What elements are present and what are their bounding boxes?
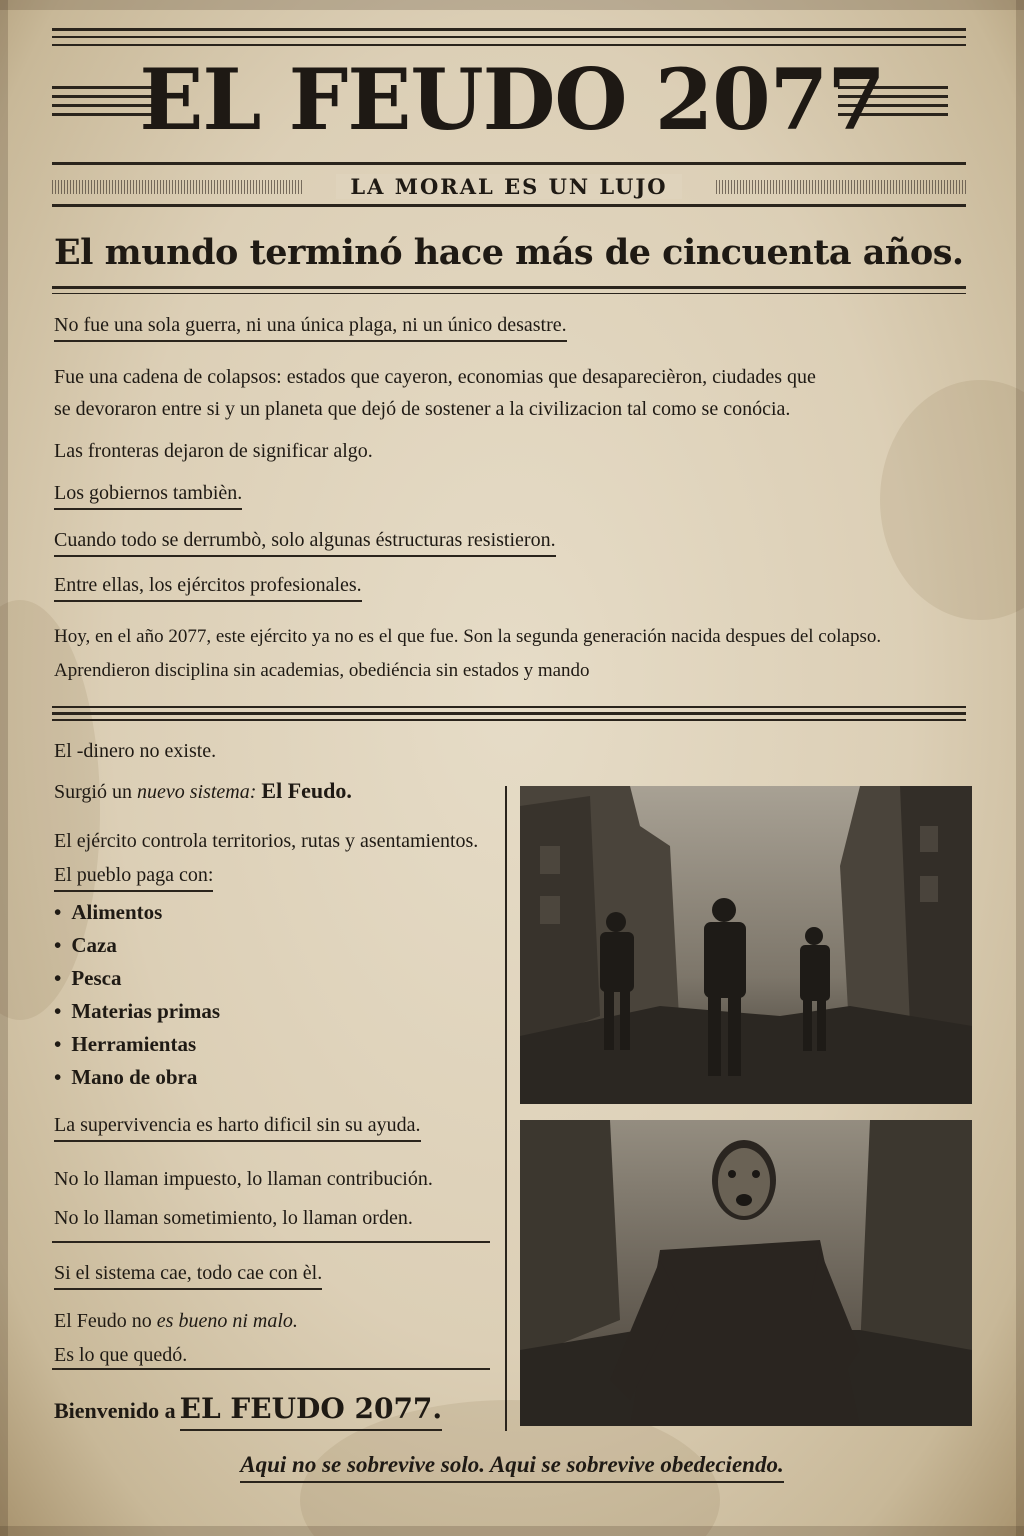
paper-stain	[880, 380, 1024, 620]
payment-item: • Materias primas	[54, 999, 220, 1032]
soldiers-photo	[520, 786, 972, 1104]
footer-motto: Aqui no se sobrevive solo. Aqui se sobrevive obedeciendo.	[0, 1452, 1024, 1478]
payment-item: • Caza	[54, 933, 220, 966]
top-rule	[52, 44, 966, 46]
article-paragraph: Entre ellas, los ejércitos profesionales.	[54, 574, 362, 602]
article-paragraph: Aprendieron disciplina sin academias, obediéncia sin estados y mando	[54, 660, 590, 681]
article-paragraph: Cuando todo se derrumbò, solo algunas éstructuras resistieron.	[54, 529, 556, 557]
column-rule	[52, 1368, 490, 1370]
masthead-rule	[52, 204, 966, 207]
feudo-line: Surgió un nuevo sistema: El Feudo.	[54, 778, 352, 803]
feudo-line: Si el sistema cae, todo cae con èl.	[54, 1262, 322, 1290]
motto-bar	[52, 172, 966, 202]
headline-rule	[52, 293, 966, 294]
welcome-line: Bienvenido a EL FEUDO 2077.	[54, 1392, 442, 1425]
column-rule	[52, 1241, 490, 1243]
feudo-line: El Feudo no es bueno ni malo.	[54, 1310, 298, 1332]
payment-item: • Mano de obra	[54, 1065, 220, 1098]
section-rule	[52, 706, 966, 708]
section-rule	[52, 712, 966, 715]
feudo-line: El pueblo paga con:	[54, 864, 213, 892]
paper-edge	[1016, 0, 1024, 1536]
feudo-line: El ejército controla territorios, rutas y asentamientos.	[54, 830, 479, 852]
masthead-title: EL FEUDO 2077	[139, 50, 885, 149]
payment-item: • Herramientas	[54, 1032, 220, 1065]
top-rule	[52, 36, 966, 38]
payment-item: • Pesca	[54, 966, 220, 999]
motto-text: LA MORAL ES UN LUJO	[336, 174, 681, 199]
article-paragraph: Fue una cadena de colapsos: estados que cayeron, economias que desaparecièron, ciudades que	[54, 366, 816, 388]
paper-edge	[0, 0, 1024, 10]
feudo-line: No lo llaman sometimiento, lo llaman orden.	[54, 1207, 413, 1229]
article-paragraph: Los gobiernos tambièn.	[54, 482, 242, 510]
feudo-line: Es lo que quedó.	[54, 1344, 188, 1366]
top-rule	[52, 28, 966, 31]
paper-edge	[0, 0, 8, 1536]
column-divider	[505, 786, 507, 1431]
feudo-line: La supervivencia es harto dificil sin su ayuda.	[54, 1114, 421, 1142]
article-paragraph: se devoraron entre si y un planeta que dejó de sostener a la civilizacion tal como se conócia.	[54, 398, 791, 420]
article-paragraph: Hoy, en el año 2077, este ejército ya no es el que fue. Son la segunda generación nacida despues del colapso.	[54, 626, 882, 647]
headline-rule	[52, 286, 966, 289]
article-paragraph: Las fronteras dejaron de significar algo.	[54, 440, 373, 462]
feudo-line: El -dinero no existe.	[54, 740, 217, 762]
payment-item: • Alimentos	[54, 900, 220, 933]
paper-edge	[0, 1526, 1024, 1536]
welcome-title: EL FEUDO 2077.	[180, 1392, 443, 1431]
zombie-photo	[520, 1120, 972, 1426]
payment-list	[54, 900, 220, 1098]
masthead-rule	[52, 162, 966, 165]
article-paragraph: No fue una sola guerra, ni una única plaga, ni un único desastre.	[54, 314, 567, 342]
section-rule	[52, 719, 966, 721]
feudo-line: No lo llaman impuesto, lo llaman contribución.	[54, 1168, 433, 1190]
headline: El mundo terminó hace más de cincuenta años.	[54, 232, 964, 273]
